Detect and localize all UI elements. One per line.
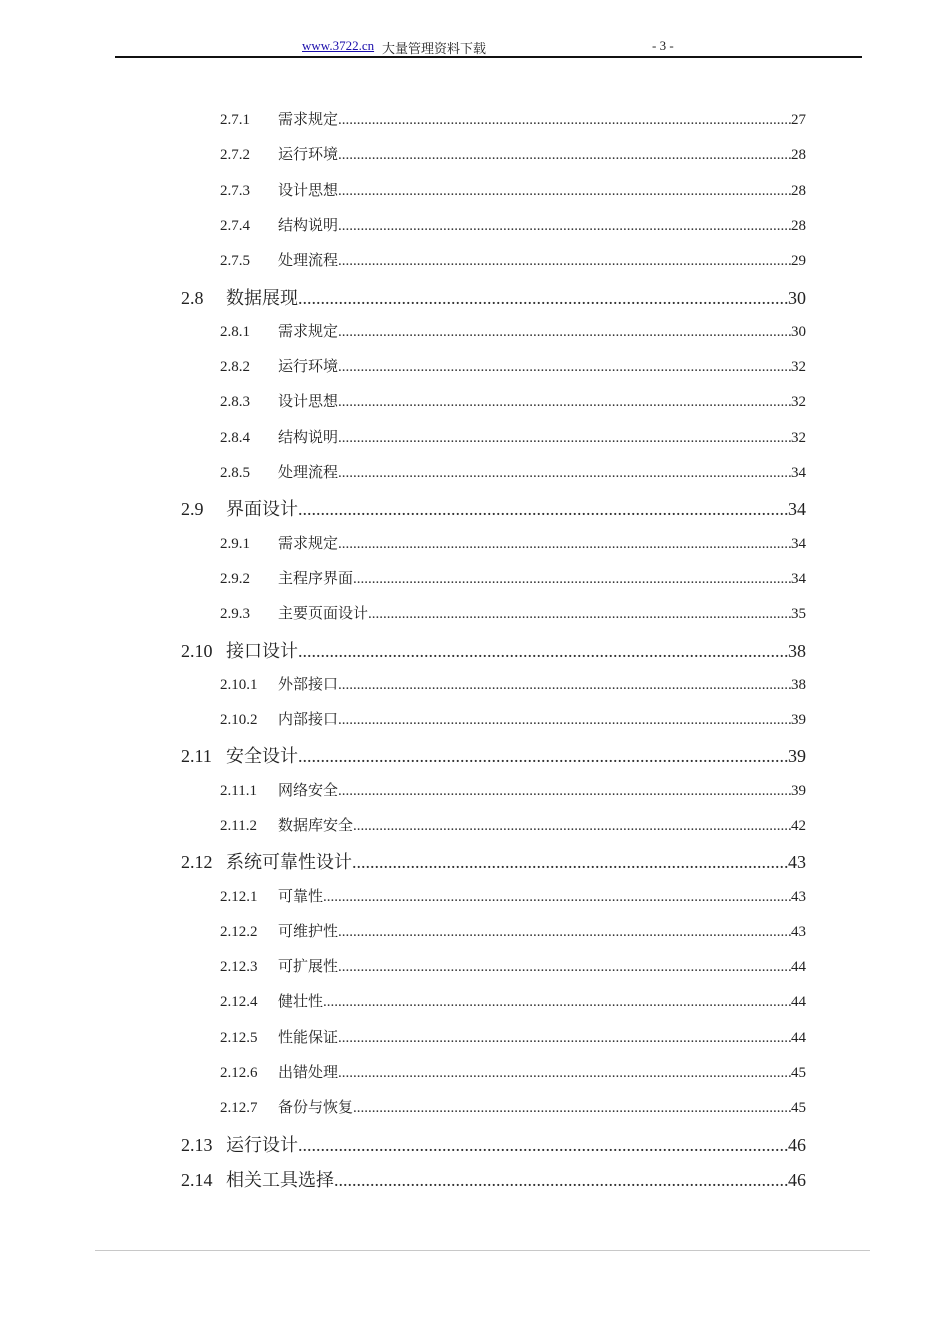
toc-entry-number: 2.13	[181, 1135, 213, 1155]
toc-entry-number: 2.10.1	[220, 677, 258, 693]
toc-entry-page: 32	[791, 430, 806, 446]
toc-subsection-entry[interactable]	[220, 885, 806, 909]
toc-entry-number: 2.12.2	[220, 924, 258, 940]
toc-leader-dots	[338, 924, 791, 941]
toc-leader-dots	[323, 889, 791, 906]
toc-entry-number: 2.10	[181, 641, 213, 661]
toc-entry-title: 运行设计	[226, 1135, 298, 1155]
toc-leader-dots	[334, 1170, 788, 1190]
toc-entry-number: 2.12	[181, 852, 213, 872]
toc-entry-page: 34	[788, 499, 806, 519]
toc-leader-dots	[338, 677, 791, 694]
toc-entry-number: 2.9.1	[220, 536, 250, 552]
toc-leader-dots	[353, 818, 791, 835]
toc-entry-number: 2.9.2	[220, 571, 250, 587]
toc-section-entry[interactable]	[181, 637, 806, 661]
toc-entry-title: 内部接口	[278, 712, 339, 728]
toc-subsection-entry[interactable]	[220, 920, 806, 944]
toc-leader-dots	[338, 359, 791, 376]
toc-entry-page: 39	[791, 783, 806, 799]
toc-subsection-entry[interactable]	[220, 355, 806, 379]
toc-entry-title: 需求规定	[278, 324, 339, 340]
toc-subsection-entry[interactable]	[220, 108, 806, 132]
toc-entry-title: 备份与恢复	[278, 1100, 354, 1116]
toc-entry-page: 27	[791, 112, 806, 128]
toc-entry-number: 2.12.7	[220, 1100, 258, 1116]
toc-entry-number: 2.11.1	[220, 783, 257, 799]
toc-entry-page: 38	[788, 641, 806, 661]
toc-entry-title: 处理流程	[278, 253, 339, 269]
toc-leader-dots	[352, 852, 788, 872]
toc-section-entry[interactable]	[181, 1166, 806, 1190]
toc-entry-number: 2.12.5	[220, 1030, 258, 1046]
toc-subsection-entry[interactable]	[220, 249, 806, 273]
toc-entry-number: 2.14	[181, 1170, 213, 1190]
toc-entry-title: 出错处理	[278, 1065, 339, 1081]
toc-entry-number: 2.12.6	[220, 1065, 258, 1081]
toc-leader-dots	[323, 994, 791, 1011]
toc-entry-title: 可维护性	[278, 924, 339, 940]
toc-entry-page: 34	[791, 571, 806, 587]
toc-section-entry[interactable]	[181, 1131, 806, 1155]
toc-subsection-entry[interactable]	[220, 320, 806, 344]
toc-subsection-entry[interactable]	[220, 1096, 806, 1120]
toc-leader-dots	[338, 112, 791, 129]
toc-entry-title: 界面设计	[226, 499, 298, 519]
toc-subsection-entry[interactable]	[220, 814, 806, 838]
toc-entry-title: 性能保证	[278, 1030, 339, 1046]
header-tagline: 大量管理资料下载	[382, 41, 487, 56]
toc-subsection-entry[interactable]	[220, 567, 806, 591]
toc-leader-dots	[338, 218, 791, 235]
toc-entry-title: 系统可靠性设计	[226, 852, 352, 872]
toc-entry-page: 45	[791, 1100, 806, 1116]
toc-entry-page: 32	[791, 394, 806, 410]
toc-entry-number: 2.8.2	[220, 359, 250, 375]
toc-entry-title: 结构说明	[278, 218, 339, 234]
toc-leader-dots	[338, 783, 791, 800]
toc-entry-page: 32	[791, 359, 806, 375]
toc-section-entry[interactable]	[181, 848, 806, 872]
toc-leader-dots	[338, 536, 791, 553]
toc-subsection-entry[interactable]	[220, 990, 806, 1014]
toc-entry-number: 2.7.1	[220, 112, 250, 128]
toc-entry-page: 34	[791, 465, 806, 481]
toc-entry-page: 45	[791, 1065, 806, 1081]
toc-subsection-entry[interactable]	[220, 1061, 806, 1085]
toc-subsection-entry[interactable]	[220, 602, 806, 626]
toc-entry-page: 46	[788, 1135, 806, 1155]
toc-entry-page: 43	[791, 889, 806, 905]
toc-entry-title: 外部接口	[278, 677, 339, 693]
toc-entry-number: 2.8	[181, 288, 204, 308]
toc-leader-dots	[353, 571, 791, 588]
toc-entry-title: 需求规定	[278, 112, 339, 128]
toc-entry-title: 设计思想	[278, 394, 339, 410]
toc-leader-dots	[298, 499, 788, 519]
toc-entry-page: 39	[791, 712, 806, 728]
toc-entry-title: 健壮性	[278, 994, 324, 1010]
toc-leader-dots	[353, 1100, 791, 1117]
toc-entry-page: 38	[791, 677, 806, 693]
toc-entry-title: 设计思想	[278, 183, 339, 199]
toc-leader-dots	[338, 430, 791, 447]
toc-leader-dots	[298, 1135, 788, 1155]
toc-leader-dots	[338, 394, 791, 411]
toc-entry-title: 运行环境	[278, 147, 339, 163]
toc-entry-number: 2.12.1	[220, 889, 258, 905]
toc-entry-title: 主程序界面	[278, 571, 354, 587]
toc-subsection-entry[interactable]	[220, 179, 806, 203]
toc-entry-title: 可扩展性	[278, 959, 339, 975]
toc-leader-dots	[338, 959, 791, 976]
toc-entry-page: 29	[791, 253, 806, 269]
toc-subsection-entry[interactable]	[220, 214, 806, 238]
toc-entry-title: 结构说明	[278, 430, 339, 446]
toc-entry-title: 需求规定	[278, 536, 339, 552]
toc-leader-dots	[298, 288, 788, 308]
toc-subsection-entry[interactable]	[220, 143, 806, 167]
toc-subsection-entry[interactable]	[220, 461, 806, 485]
toc-leader-dots	[338, 1065, 791, 1082]
toc-entry-number: 2.7.3	[220, 183, 250, 199]
toc-leader-dots	[338, 253, 791, 270]
toc-entry-number: 2.8.5	[220, 465, 250, 481]
page-header	[115, 38, 862, 56]
toc-entry-number: 2.8.4	[220, 430, 250, 446]
toc-leader-dots	[338, 712, 791, 729]
toc-subsection-entry[interactable]	[220, 708, 806, 732]
toc-entry-page: 28	[791, 218, 806, 234]
toc-entry-page: 44	[791, 994, 806, 1010]
toc-leader-dots	[338, 324, 791, 341]
toc-section-entry[interactable]	[181, 495, 806, 519]
toc-entry-page: 44	[791, 1030, 806, 1046]
toc-entry-title: 网络安全	[278, 783, 339, 799]
header-page-number: - 3 -	[652, 38, 674, 53]
toc-subsection-entry[interactable]	[220, 955, 806, 979]
toc-leader-dots	[298, 641, 788, 661]
toc-entry-page: 42	[791, 818, 806, 834]
toc-entry-number: 2.12.3	[220, 959, 258, 975]
toc-leader-dots	[298, 746, 788, 766]
header-divider	[115, 56, 862, 58]
toc-entry-title: 主要页面设计	[278, 606, 369, 622]
toc-entry-page: 30	[788, 288, 806, 308]
toc-subsection-entry[interactable]	[220, 1026, 806, 1050]
toc-subsection-entry[interactable]	[220, 779, 806, 803]
toc-entry-page: 28	[791, 183, 806, 199]
toc-entry-number: 2.11	[181, 746, 212, 766]
toc-entry-title: 安全设计	[226, 746, 298, 766]
toc-entry-number: 2.9.3	[220, 606, 250, 622]
toc-entry-number: 2.7.5	[220, 253, 250, 269]
toc-section-entry[interactable]	[181, 742, 806, 766]
toc-entry-title: 处理流程	[278, 465, 339, 481]
toc-entry-number: 2.12.4	[220, 994, 258, 1010]
toc-entry-page: 28	[791, 147, 806, 163]
toc-leader-dots	[338, 465, 791, 482]
toc-entry-page: 34	[791, 536, 806, 552]
toc-entry-number: 2.11.2	[220, 818, 257, 834]
toc-leader-dots	[368, 606, 791, 623]
footer-divider	[95, 1250, 870, 1251]
toc-entry-number: 2.7.2	[220, 147, 250, 163]
toc-entry-title: 数据库安全	[278, 818, 354, 834]
toc-entry-number: 2.9	[181, 499, 204, 519]
toc-section-entry[interactable]	[181, 284, 806, 308]
toc-entry-page: 43	[791, 924, 806, 940]
toc-entry-title: 运行环境	[278, 359, 339, 375]
toc-leader-dots	[338, 183, 791, 200]
toc-subsection-entry[interactable]	[220, 426, 806, 450]
toc-entry-number: 2.8.3	[220, 394, 250, 410]
toc-entry-title: 接口设计	[226, 641, 298, 661]
header-site-link[interactable]: www.3722.cn	[302, 38, 375, 53]
toc-entry-number: 2.8.1	[220, 324, 250, 340]
toc-entry-page: 44	[791, 959, 806, 975]
toc-entry-number: 2.10.2	[220, 712, 258, 728]
toc-entry-number: 2.7.4	[220, 218, 250, 234]
toc-entry-page: 35	[791, 606, 806, 622]
toc-entry-title: 数据展现	[226, 288, 298, 308]
toc-entry-page: 39	[788, 746, 806, 766]
toc-subsection-entry[interactable]	[220, 390, 806, 414]
toc-entry-page: 43	[788, 852, 806, 872]
toc-subsection-entry[interactable]	[220, 673, 806, 697]
toc-entry-page: 46	[788, 1170, 806, 1190]
toc-leader-dots	[338, 1030, 791, 1047]
toc-leader-dots	[338, 147, 791, 164]
toc-entry-page: 30	[791, 324, 806, 340]
toc-subsection-entry[interactable]	[220, 532, 806, 556]
toc-entry-title: 可靠性	[278, 889, 324, 905]
toc-entry-title: 相关工具选择	[226, 1170, 334, 1190]
